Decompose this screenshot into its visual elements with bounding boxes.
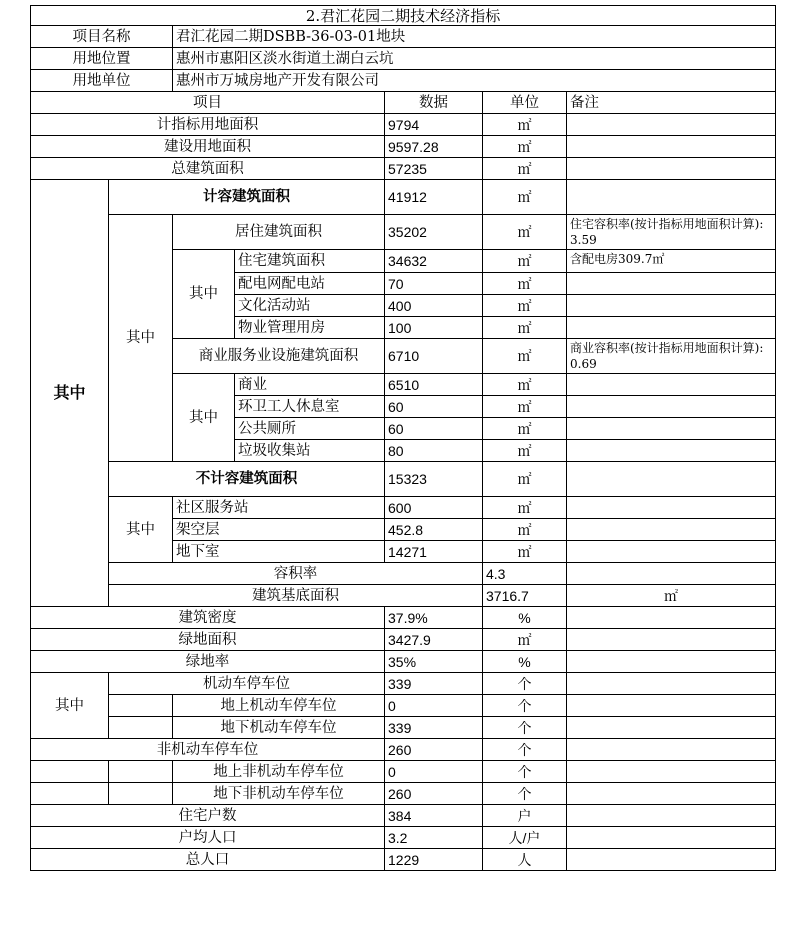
table-row [31,497,776,519]
table-row [31,629,776,651]
row-remark [567,418,776,440]
header-unit: 单位 [483,92,567,114]
indicator-table [30,5,776,871]
row-unit: ㎡ [483,158,567,180]
row-unit: ㎡ [483,418,567,440]
group-label-qizhong: 其中 [173,250,235,339]
info-row [31,70,776,92]
blank-cell [109,717,173,739]
row-remark: 商业容积率(按计指标用地面积计算): 0.69 [567,339,776,374]
row-remark [567,273,776,295]
row-value: 6710 [385,339,483,374]
row-remark [567,541,776,563]
row-value: 384 [385,805,483,827]
header-remark: 备注 [567,92,776,114]
row-value: 339 [385,717,483,739]
row-label: 商业 [235,374,385,396]
row-remark: 住宅容积率(按计指标用地面积计算): 3.59 [567,215,776,250]
row-value: 452.8 [385,519,483,541]
row-label: 总人口 [31,849,385,871]
row-value: 60 [385,396,483,418]
row-remark [567,827,776,849]
row-label: 容积率 [109,563,483,585]
row-value: 60 [385,418,483,440]
header-item: 项目 [31,92,385,114]
table-row [31,739,776,761]
row-unit: ㎡ [483,180,567,215]
row-value: 0 [385,695,483,717]
row-remark [567,462,776,497]
header-data: 数据 [385,92,483,114]
table-row [31,158,776,180]
row-remark [567,295,776,317]
blank-cell [31,761,109,783]
table-row [31,673,776,695]
row-value: 6510 [385,374,483,396]
row-label: 户均人口 [31,827,385,849]
row-label: 建设用地面积 [31,136,385,158]
row-value: 260 [385,783,483,805]
table-row [31,849,776,871]
row-remark [567,114,776,136]
row-unit: ㎡ [483,273,567,295]
table-row [31,717,776,739]
row-remark [567,629,776,651]
row-value: 70 [385,273,483,295]
row-unit: ㎡ [483,519,567,541]
info-value: 惠州市万城房地产开发有限公司 [173,70,776,92]
row-unit: ㎡ [483,541,567,563]
row-remark: 含配电房309.7㎡ [567,250,776,273]
table-row [31,462,776,497]
table-row [31,114,776,136]
row-remark [567,739,776,761]
row-unit [567,563,776,585]
table-row [31,136,776,158]
row-remark [567,317,776,339]
info-label: 用地位置 [31,48,173,70]
row-label: 绿地率 [31,651,385,673]
row-unit: 人/户 [483,827,567,849]
group-label-qizhong: 其中 [109,497,173,563]
row-label: 计容建筑面积 [109,180,385,215]
row-label: 环卫工人休息室 [235,396,385,418]
blank-cell [109,761,173,783]
table-row [31,563,776,585]
table-row [31,695,776,717]
row-remark [567,158,776,180]
table-row [31,180,776,215]
row-value: 80 [385,440,483,462]
table-row [31,651,776,673]
row-unit: % [483,651,567,673]
row-remark [567,180,776,215]
row-unit: 个 [483,783,567,805]
row-label: 机动车停车位 [109,673,385,695]
row-unit: 个 [483,673,567,695]
row-value: 600 [385,497,483,519]
table-row [31,761,776,783]
row-value: 57235 [385,158,483,180]
table-row [31,827,776,849]
row-remark [567,717,776,739]
table-row [31,607,776,629]
row-label: 社区服务站 [173,497,385,519]
row-remark [567,374,776,396]
row-unit: 户 [483,805,567,827]
table-row [31,585,776,607]
row-label: 非机动车停车位 [31,739,385,761]
row-label: 建筑基底面积 [109,585,483,607]
row-unit: ㎡ [483,374,567,396]
row-value: 3716.7 [483,585,567,607]
row-value: 3427.9 [385,629,483,651]
row-label: 住宅建筑面积 [235,250,385,273]
row-value: 4.3 [483,563,567,585]
row-label: 文化活动站 [235,295,385,317]
row-remark [567,849,776,871]
row-remark [567,440,776,462]
row-unit: ㎡ [483,295,567,317]
row-remark [567,673,776,695]
row-unit: 个 [483,761,567,783]
table-row [31,783,776,805]
row-unit: 人 [483,849,567,871]
table-title: 2.君汇花园二期技术经济指标 [31,6,776,26]
row-unit: ㎡ [483,250,567,273]
table-row [31,805,776,827]
row-unit: 个 [483,695,567,717]
row-value: 1229 [385,849,483,871]
row-label: 商业服务业设施建筑面积 [173,339,385,374]
row-value: 400 [385,295,483,317]
info-value: 惠州市惠阳区淡水街道土湖白云坑 [173,48,776,70]
info-label: 项目名称 [31,26,173,48]
row-label: 架空层 [173,519,385,541]
row-value: 260 [385,739,483,761]
row-label: 垃圾收集站 [235,440,385,462]
group-label-qizhong: 其中 [109,215,173,462]
row-remark [567,607,776,629]
row-remark [567,396,776,418]
row-unit: ㎡ [483,396,567,418]
row-unit: ㎡ [567,585,776,607]
row-label: 地下机动车停车位 [173,717,385,739]
row-remark [567,136,776,158]
row-label: 住宅户数 [31,805,385,827]
indicator-table-wrapper [30,5,775,871]
row-value: 37.9% [385,607,483,629]
row-value: 35% [385,651,483,673]
row-value: 9597.28 [385,136,483,158]
row-value: 15323 [385,462,483,497]
row-value: 0 [385,761,483,783]
row-label: 地下室 [173,541,385,563]
row-unit: ㎡ [483,317,567,339]
blank-cell [109,783,173,805]
blank-cell [109,695,173,717]
row-value: 339 [385,673,483,695]
row-label: 配电网配电站 [235,273,385,295]
info-row [31,48,776,70]
blank-cell [31,783,109,805]
row-label: 公共厕所 [235,418,385,440]
row-remark [567,805,776,827]
row-label: 不计容建筑面积 [109,462,385,497]
row-unit: ㎡ [483,215,567,250]
row-unit: ㎡ [483,339,567,374]
row-value: 3.2 [385,827,483,849]
row-unit: 个 [483,739,567,761]
group-label-qizhong: 其中 [173,374,235,462]
row-remark [567,783,776,805]
group-label-qizhong: 其中 [31,673,109,739]
info-value: 君汇花园二期DSBB-36-03-01地块 [173,26,776,48]
info-row [31,26,776,48]
row-value: 100 [385,317,483,339]
row-unit: ㎡ [483,440,567,462]
row-remark [567,761,776,783]
row-label: 居住建筑面积 [173,215,385,250]
row-label: 地下非机动车停车位 [173,783,385,805]
row-label: 计指标用地面积 [31,114,385,136]
row-label: 绿地面积 [31,629,385,651]
row-remark [567,695,776,717]
row-label: 物业管理用房 [235,317,385,339]
row-unit: 个 [483,717,567,739]
info-label: 用地单位 [31,70,173,92]
row-label: 地上机动车停车位 [173,695,385,717]
header-row [31,92,776,114]
row-unit: ㎡ [483,462,567,497]
row-value: 34632 [385,250,483,273]
row-value: 9794 [385,114,483,136]
row-unit: % [483,607,567,629]
row-value: 14271 [385,541,483,563]
row-value: 41912 [385,180,483,215]
row-unit: ㎡ [483,114,567,136]
row-remark [567,497,776,519]
row-label: 地上非机动车停车位 [173,761,385,783]
group-label-qizhong: 其中 [31,180,109,607]
row-unit: ㎡ [483,629,567,651]
table-row [31,215,776,250]
row-label: 建筑密度 [31,607,385,629]
row-unit: ㎡ [483,136,567,158]
row-remark [567,651,776,673]
row-label: 总建筑面积 [31,158,385,180]
row-unit: ㎡ [483,497,567,519]
row-value: 35202 [385,215,483,250]
title-row [31,6,776,26]
row-remark [567,519,776,541]
